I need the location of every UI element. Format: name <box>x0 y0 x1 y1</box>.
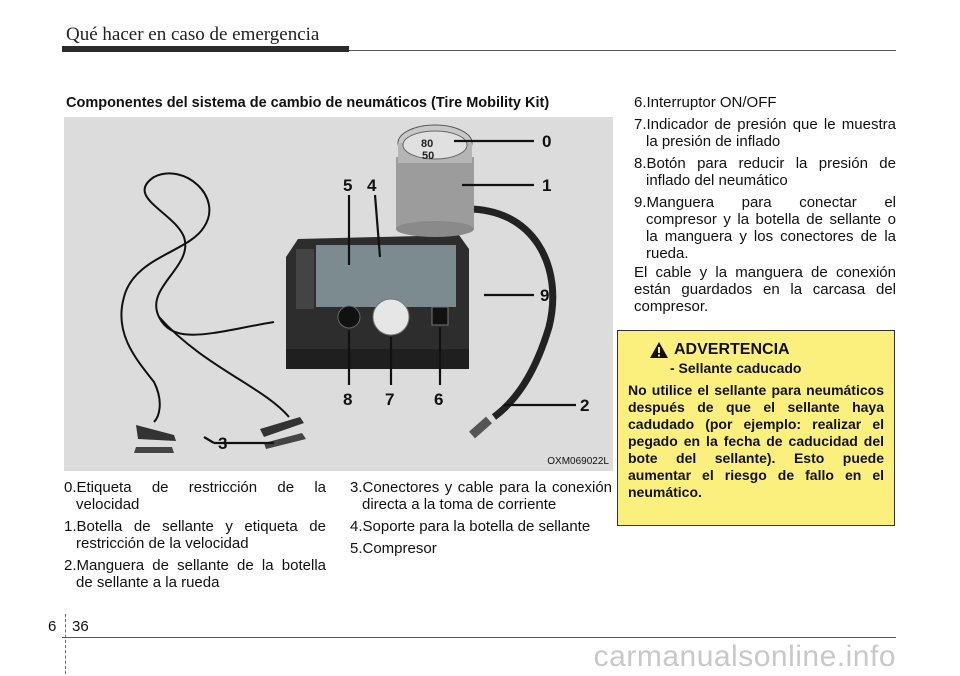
list-item: 3.Conectores y cable para la conexión directa a la toma de corriente <box>350 479 612 513</box>
warning-title: ADVERTENCIA <box>674 341 790 358</box>
sealant-hose <box>464 209 553 417</box>
callout-6: 6 <box>434 390 444 409</box>
callout-3: 3 <box>218 434 228 453</box>
list-item: 2.Manguera de sellante de la botella de sellante a la rueda <box>64 557 326 591</box>
list-item: 1.Botella de sellante y etiqueta de restricción de la velocidad <box>64 518 326 552</box>
section-header-title: Qué hacer en caso de emergencia <box>66 24 320 45</box>
list-item: 6.Interruptor ON/OFF <box>634 94 777 111</box>
tire-mobility-kit-illustration <box>64 117 613 471</box>
callout-9: 9 <box>540 286 550 305</box>
callout-0: 0 <box>542 132 552 151</box>
power-cable <box>121 173 274 422</box>
compressor-icon <box>286 235 469 369</box>
component-list-c <box>634 94 896 267</box>
component-list-a <box>64 479 326 596</box>
watermark: carmanualsonline.info <box>593 640 896 673</box>
warning-header <box>628 341 884 359</box>
list-item: 9.Manguera para conectar el compresor y la botella de sellante o la manguera y los conectores de la rueda. <box>634 194 896 262</box>
list-item: 7.Indicador de presión que le muestra la presión de inflado <box>634 116 896 150</box>
callout-7: 7 <box>385 390 395 409</box>
kit-drawing <box>64 117 613 471</box>
page-number: 36 <box>72 618 89 635</box>
callout-5: 5 <box>343 176 353 195</box>
warning-triangle-icon <box>650 342 668 358</box>
storage-paragraph: El cable y la manguera de conexión están guardados en la carcasa del compresor. <box>634 264 896 315</box>
list-item: 8.Botón para reducir la presión de inflado del neumático <box>634 155 896 189</box>
callout-2: 2 <box>580 396 590 415</box>
list-item: 5.Compresor <box>350 540 437 557</box>
hose-connector <box>472 420 489 435</box>
list-item: 0.Etiqueta de restricción de la velocidad <box>64 479 326 513</box>
header-bar <box>62 46 349 52</box>
footer-rule <box>62 637 896 638</box>
battery-clamp-left-icon <box>134 425 176 453</box>
component-list-b <box>350 479 612 562</box>
warning-body: No utilice el sellante para neumáticos después de que el sellante haya cadudado (por ejemplo: realizar el pegado en la fecha de caducidad del bote del sellante). Esto puede aumentar el riesgo de fallo en el neumático. <box>628 382 884 500</box>
header-rule <box>349 50 896 51</box>
callout-4: 4 <box>367 176 377 195</box>
speed-label-80: 80 <box>421 138 434 150</box>
figure-title: Componentes del sistema de cambio de neumáticos (Tire Mobility Kit) <box>66 95 550 111</box>
warning-box <box>617 330 895 526</box>
warning-subtitle: - Sellante caducado <box>670 360 802 376</box>
speed-label-50: 50 <box>422 150 435 162</box>
callout-8: 8 <box>343 390 353 409</box>
battery-clamp-right-icon <box>260 417 306 449</box>
figure-code: OXM069022L <box>547 456 609 467</box>
callout-1: 1 <box>542 176 552 195</box>
footer-divider <box>65 614 66 674</box>
list-item: 4.Soporte para la botella de sellante <box>350 518 591 535</box>
section-number: 6 <box>48 618 57 635</box>
